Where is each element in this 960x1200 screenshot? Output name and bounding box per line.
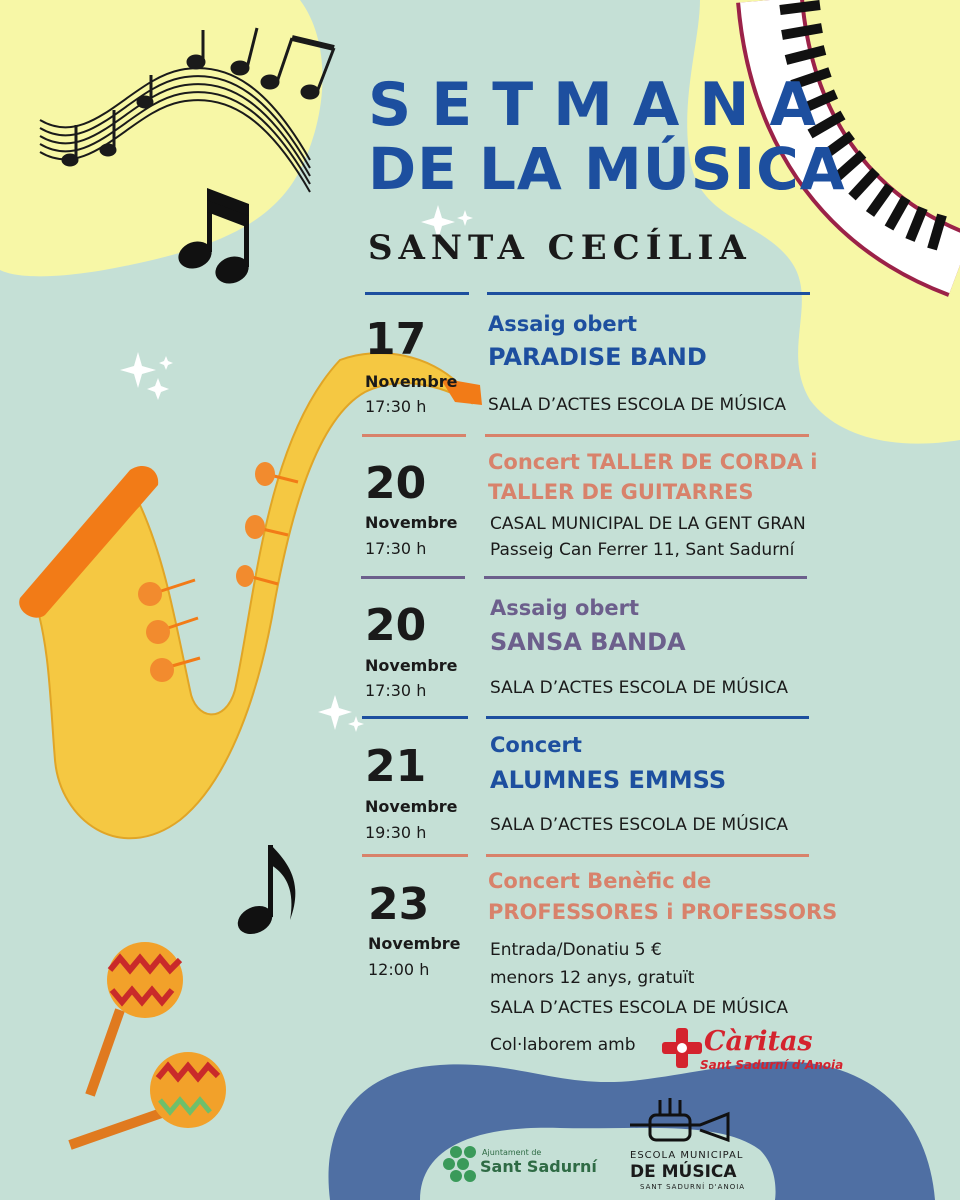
event-5-kids: menors 12 anys, gratuït [490, 968, 695, 988]
caritas-sub: Sant Sadurní d’Anoia [700, 1058, 844, 1072]
event-5-time: 12:00 h [368, 960, 430, 979]
event-1-type: Assaig obert [488, 312, 638, 336]
event-5-type: Concert Benèfic de [488, 869, 712, 893]
event-3-day: 20 [365, 600, 427, 651]
escola-line-1: ESCOLA MUNICIPAL [630, 1150, 744, 1161]
escola-line-2: DE MÚSICA [630, 1162, 737, 1182]
event-1-venue: SALA D’ACTES ESCOLA DE MÚSICA [488, 395, 786, 415]
event-4-month: Novembre [365, 797, 458, 816]
event-3-time: 17:30 h [365, 681, 427, 700]
event-4-day: 21 [365, 741, 427, 792]
ajuntament-name: Sant Sadurní [480, 1157, 597, 1176]
yellow-blob-left [0, 0, 323, 276]
event-2-venue: CASAL MUNICIPAL DE LA GENT GRAN [490, 514, 806, 534]
event-1-month: Novembre [365, 372, 458, 391]
event-5-venue: SALA D’ACTES ESCOLA DE MÚSICA [490, 998, 788, 1018]
event-3-name: SANSA BANDA [490, 628, 686, 656]
event-2-name: TALLER DE GUITARRES [488, 480, 754, 504]
event-1-time: 17:30 h [365, 397, 427, 416]
event-3-type: Assaig obert [490, 596, 640, 620]
event-1-day: 17 [365, 314, 427, 365]
event-4-venue: SALA D’ACTES ESCOLA DE MÚSICA [490, 815, 788, 835]
event-5-day: 23 [368, 879, 430, 930]
event-4-time: 19:30 h [365, 823, 427, 842]
caritas-name: Càritas [704, 1026, 813, 1057]
event-2-address: Passeig Can Ferrer 11, Sant Sadurní [490, 540, 795, 560]
event-5-month: Novembre [368, 934, 461, 953]
caritas-cross-icon [662, 1028, 702, 1068]
event-3-venue: SALA D’ACTES ESCOLA DE MÚSICA [490, 678, 788, 698]
event-2-time: 17:30 h [365, 539, 427, 558]
event-4-type: Concert [490, 733, 582, 757]
event-5-collab: Col·laborem amb [490, 1035, 636, 1055]
event-5-name: PROFESSORES i PROFESSORS [488, 900, 838, 924]
event-2-type: Concert TALLER DE CORDA i [488, 450, 818, 474]
event-3-month: Novembre [365, 656, 458, 675]
title-line-1: SETMANA [368, 70, 836, 140]
event-2-month: Novembre [365, 513, 458, 532]
single-note-icon [233, 845, 295, 939]
ajuntament-small: Ajuntament de [482, 1148, 542, 1157]
event-4-name: ALUMNES EMMSS [490, 766, 727, 794]
escola-line-3: SANT SADURNÍ D'ANOIA [640, 1183, 746, 1191]
maracas-icon [70, 942, 226, 1145]
title-line-2: DE LA MÚSICA [368, 135, 846, 203]
event-1-name: PARADISE BAND [488, 343, 707, 371]
subtitle: SANTA CECÍLIA [368, 228, 752, 268]
event-2-day: 20 [365, 458, 427, 509]
event-5-price: Entrada/Donatiu 5 € [490, 940, 662, 960]
